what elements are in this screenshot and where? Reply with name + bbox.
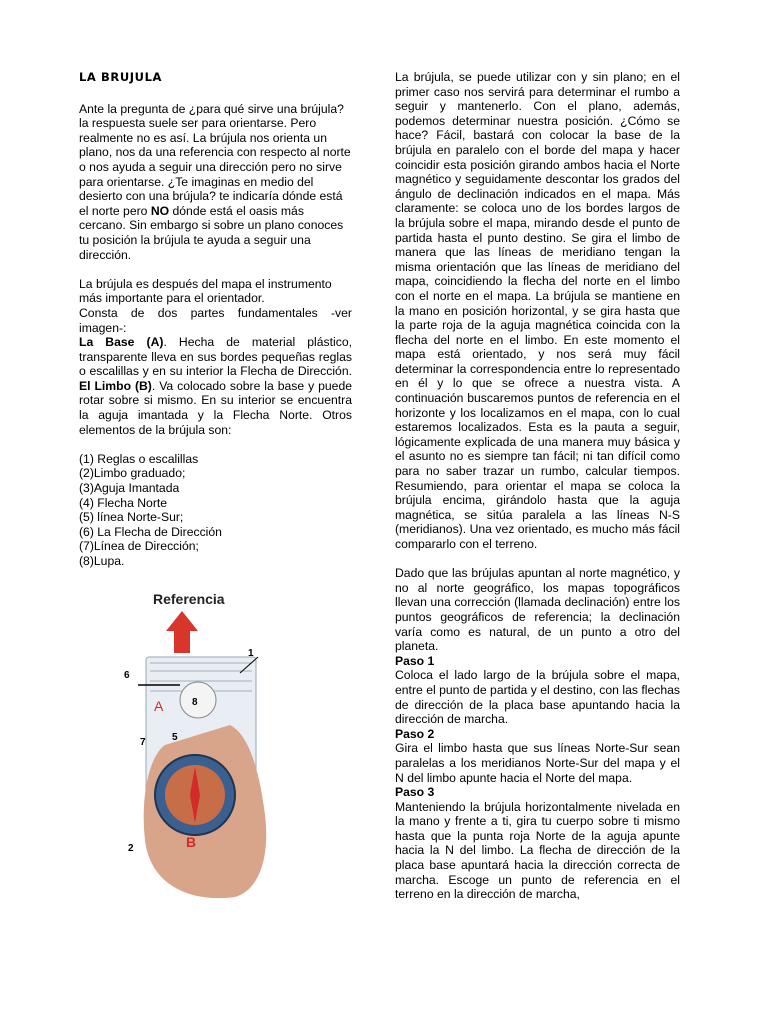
list-item: (3)Aguja Imantada [79, 481, 180, 496]
reference-arrow-icon [166, 611, 198, 653]
list-item: (2)Limbo graduado; [79, 466, 186, 481]
list-item: (8)Lupa. [79, 554, 125, 568]
step-3-heading: Paso 3 [395, 785, 435, 800]
intro-text: Ante la pregunta de ¿para qué sirve una brújula? la respuesta suele ser para orientarse. Pero realmente no es así. La brújula nos orienta un plano, nos da una referencia con respecto al norte o nos ayuda a seguir una dirección pero no sirve para orientarse. ¿Te imaginas en medio del desierto con una brújula? te indicaría dónde está el norte pero [79, 101, 351, 218]
intro-text-end: dónde está el oasis más cercano. Sin embargo si sobre un plano conoces tu posición la brújula te ayuda a seguir una dirección. [79, 203, 344, 262]
step-1-heading: Paso 1 [395, 653, 435, 668]
left-column [79, 70, 352, 569]
step-3-text: Manteniendo la brújula horizontalmente nivelada en la mano y frente a ti, gira tu cuerpo sobre ti mismo hasta que la punta roja Norte de la aguja apunte hacia la N del limbo. La flecha de dirección de la placa base apuntará hacia la dirección correcta de marcha. Escoge un punto de referencia en el terreno en la dirección de marcha, [395, 799, 680, 902]
label-a: A [154, 698, 164, 714]
list-item: (7)Línea de Dirección; [79, 539, 199, 554]
figure-heading: Referencia [153, 591, 225, 607]
list-item: (4) Flecha Norte [79, 495, 168, 510]
intro-bold-no: NO [150, 203, 170, 218]
magnifier-lupa [180, 682, 216, 718]
label-8: 8 [192, 697, 198, 708]
page-title: LA BRUJULA [79, 70, 163, 84]
limbo-label: El Limbo (B) [79, 378, 152, 393]
intro-paragraph [79, 102, 352, 263]
limbo-text: . Va colocado sobre la base y puede rotar sobre si mismo. En su interior se encuentra la aguja imantada y la Flecha Norte. Otros elementos de la brújula son: [79, 378, 353, 437]
paragraph-usage: La brújula, se puede utilizar con y sin plano; en el primer caso nos servirá para determinar el rumbo a seguir y mantenerlo. Con el plano, además, podemos determinar nuestra posición. ¿Cómo se hace? Fácil, bastará con colocar la base de la brújula en paralelo con el borde del mapa y hacer coincidir esta posición girando ambos hacia el Norte magnético y seguidamente descontar los grados del ángulo de declinación indicados en el mapa. Más claramente: se coloca uno de los bordes largos de la brújula sobre el mapa, mirando desde el punto de partida hasta el punto destino. Se gira el limbo de manera que las líneas de meridiano tengan la misma orientación que las líneas de meridiano del mapa, coincidiendo la flecha del norte en el limbo con el norte en el mapa. La brújula se mantiene en la mano en posición horizontal, y se gira hasta que la parte roja de la aguja magnética coincida con la flecha del norte en el limbo. En este momento el mapa está orientado, y nos será muy fácil determinar la correspondencia entre lo representado en él y lo que se ofrece a nuestra vista. A continuación buscaremos puntos de referencia en el horizonte y los localizamos en el mapa, con lo cual estaremos localizados. Esta es la pauta a seguir, lógicamente explicada de una manera muy básica y el asunto no es siempre tan fácil; ni tan difícil como para no saber trazar un rumbo, calcular tiempos. Resumiendo, para orientar el mapa se coloca la brújula encima, girándolo hasta que la aguja magnética, se sitúa paralela a las líneas N-S (meridianos). Una vez orientado, es mucho más fácil compararlo con el terreno. [395, 70, 680, 551]
label-b: B [186, 834, 197, 850]
list-item: (6) La Flecha de Dirección [79, 524, 222, 539]
step-2-text: Gira el limbo hasta que sus líneas Norte-Sur sean paralelas a los meridianos Norte-Sur del mapa y el N del limbo apunte hacia el Norte del mapa. [395, 741, 680, 785]
label-1: 1 [248, 648, 254, 659]
list-item: (1) Reglas o escalillas [79, 451, 199, 466]
compass-figure [110, 585, 275, 903]
paragraph-parts: Consta de dos partes fundamentales -ver imagen-: [79, 305, 352, 335]
label-2: 2 [128, 843, 134, 854]
step-2-heading: Paso 2 [395, 726, 435, 741]
list-item: (5) línea Norte-Sur; [79, 510, 184, 525]
step-1-text: Coloca el lado largo de la brújula sobre el mapa, entre el punto de partida y el destino, con las flechas de dirección de la placa base apuntando hacia la dirección de marcha. [395, 668, 680, 727]
paragraph-instrument: La brújula es después del mapa el instrumento más importante para el orientador. [79, 276, 332, 306]
base-label: La Base (A) [79, 335, 164, 350]
elements-list [79, 452, 352, 569]
paragraph-declination: Dado que las brújulas apuntan al norte magnético, y no al norte geográfico, los mapas topográficos llevan una corrección (llamada declinación) entre los puntos geográficos de referencia; la declinación varía como es natural, de un punto a otro del planeta. [395, 566, 680, 654]
label-5: 5 [172, 732, 178, 743]
label-6: 6 [124, 670, 130, 681]
base-text: . Hecha de material plástico, transparente lleva en sus bordes pequeñas reglas o escalillas y en su interior la Flecha de Dirección. [79, 335, 352, 379]
paragraph-base-limbo [79, 335, 352, 437]
right-column [395, 70, 680, 902]
label-7: 7 [140, 737, 146, 748]
